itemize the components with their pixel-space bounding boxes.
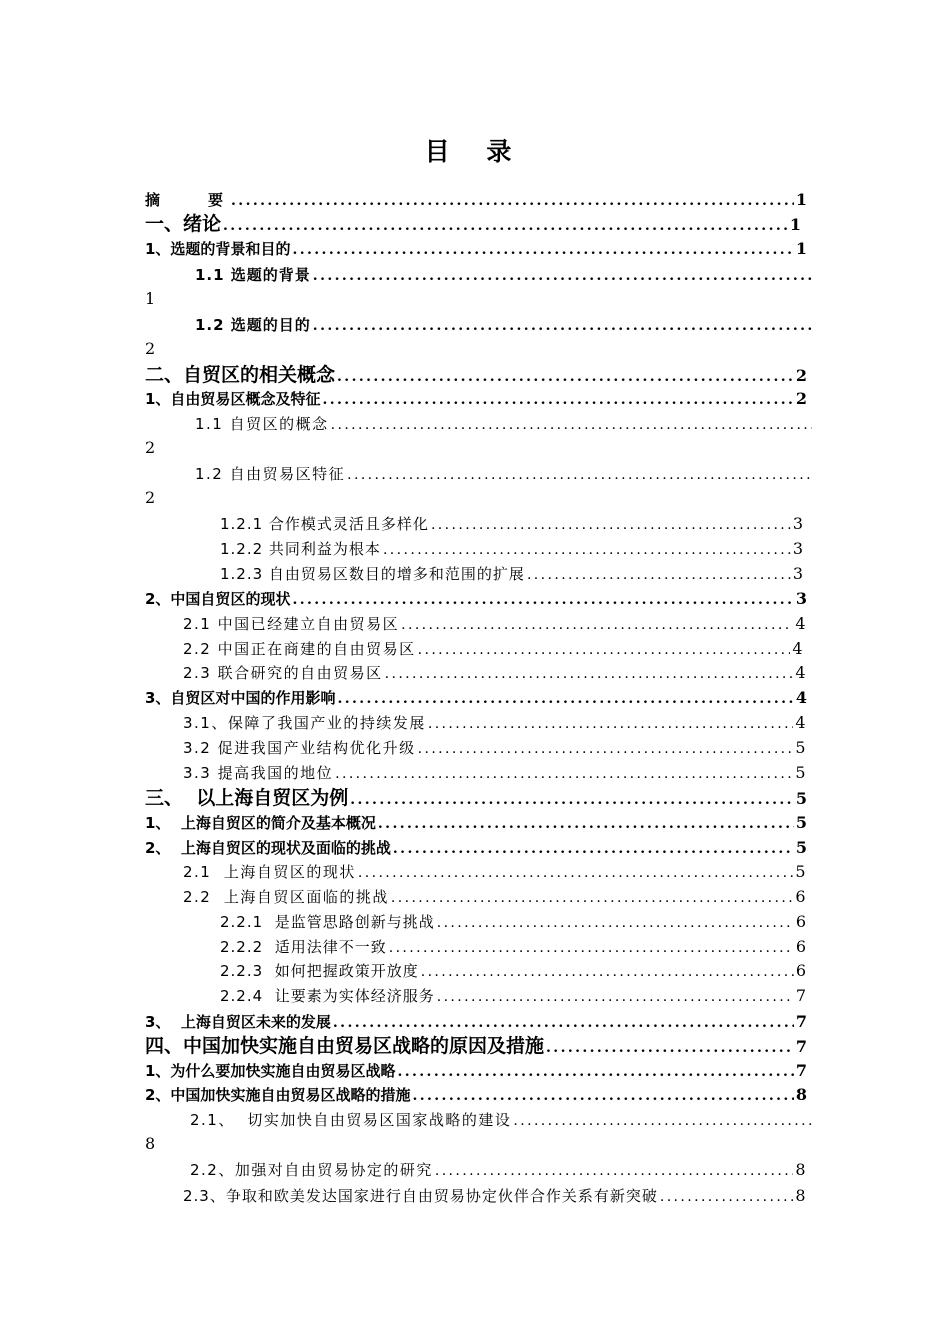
toc-entry[interactable] <box>145 587 807 611</box>
toc-leader <box>389 886 793 909</box>
toc-entry[interactable] <box>190 1158 807 1182</box>
toc-entry[interactable] <box>220 984 807 1008</box>
toc-entry[interactable] <box>145 786 807 810</box>
toc-entry-label: 2.2 上海自贸区面临的挑战 <box>183 888 389 906</box>
toc-leader <box>381 538 791 561</box>
toc-entry-label: 三、 以上海自贸区为例 <box>145 787 349 809</box>
toc-entry-page: 2 <box>145 339 156 358</box>
toc-entry-label: 2.1 中国已经建立自由贸易区 <box>183 615 400 633</box>
toc-entry-page: 2 <box>145 488 156 507</box>
toc-entry-label: 2.2.2 适用法律不一致 <box>220 938 387 956</box>
toc-entry[interactable] <box>183 1184 807 1208</box>
toc-entry-page: 6 <box>795 937 807 956</box>
toc-entry[interactable] <box>195 462 812 486</box>
toc-leader <box>383 662 794 685</box>
toc-leader <box>387 936 794 959</box>
toc-entry[interactable] <box>145 1083 807 1107</box>
toc-entry[interactable] <box>195 412 812 436</box>
toc-entry-page: 5 <box>795 763 807 782</box>
toc-entry[interactable] <box>183 885 807 909</box>
toc-entry-page: 8 <box>795 1186 807 1205</box>
toc-leader <box>356 861 793 884</box>
toc-entry-page: 2 <box>795 366 807 385</box>
toc-leader <box>511 1109 812 1132</box>
toc-entry-label: 2.2.3 如何把握政策开放度 <box>220 962 419 980</box>
toc-entry-page: 3 <box>795 589 807 608</box>
toc-entry-page: 1 <box>145 289 156 308</box>
toc-entry-label: 二、自贸区的相关概念 <box>145 364 336 386</box>
toc-leader <box>433 1159 793 1182</box>
toc-entry[interactable] <box>220 910 807 934</box>
toc-leader <box>426 712 793 735</box>
toc-leader <box>525 563 791 586</box>
toc-entry[interactable] <box>183 711 807 735</box>
toc-entry-page: 8 <box>145 1134 156 1153</box>
toc-leader <box>395 1060 793 1083</box>
toc-entry-label: 2、 上海自贸区的现状及面临的挑战 <box>145 839 391 857</box>
toc-leader <box>391 837 794 860</box>
toc-leader <box>290 588 793 611</box>
toc-entry-label: 一、绪论 <box>145 213 222 235</box>
toc-entry-label: 2.3、争取和欧美发达国家进行自由贸易协定伙伴合作关系有新突破 <box>183 1187 658 1205</box>
toc-entry-label: 摘 要 <box>145 191 230 209</box>
toc-entry-page: 2 <box>145 438 156 457</box>
toc-entry-page: 6 <box>795 887 807 906</box>
toc-leader <box>333 762 793 785</box>
toc-entry[interactable] <box>145 836 807 860</box>
toc-entry-label: 2.2、加强对自由贸易协定的研究 <box>190 1161 433 1179</box>
toc-entry-page: 8 <box>795 1160 807 1179</box>
toc-entry-label: 1、 上海自贸区的简介及基本概况 <box>145 814 376 832</box>
toc-entry-label: 1、为什么要加快实施自由贸易区战略 <box>145 1062 396 1080</box>
toc-entry-page: 4 <box>795 713 807 732</box>
toc-entry-label: 3.1、保障了我国产业的持续发展 <box>183 714 426 732</box>
toc-entry-page: 1 <box>789 215 801 234</box>
toc-entry-label: 2.1 上海自贸区的现状 <box>183 863 356 881</box>
toc-entry-page: 6 <box>795 912 807 931</box>
toc-entry-page: 1 <box>795 190 807 209</box>
toc-entry[interactable] <box>145 1010 807 1034</box>
toc-entry[interactable] <box>183 661 807 685</box>
toc-leader <box>376 812 794 835</box>
toc-leader <box>335 365 794 387</box>
toc-entry-page: 5 <box>795 738 807 757</box>
toc-entry-label: 1.2 选题的目的 <box>195 316 311 334</box>
toc-entry-label: 1.1 自贸区的概念 <box>195 415 329 433</box>
toc-entry-page: 5 <box>795 789 807 808</box>
toc-entry-label: 2.3 联合研究的自由贸易区 <box>183 664 383 682</box>
toc-entry-label: 1.2.1 合作模式灵活且多样化 <box>220 515 429 533</box>
toc-entry[interactable] <box>145 237 807 261</box>
toc-leader <box>311 264 812 287</box>
toc-entry-page: 7 <box>795 1037 807 1056</box>
toc-leader <box>399 613 793 636</box>
toc-entry-page: 5 <box>795 838 807 857</box>
toc-leader <box>290 238 793 261</box>
toc-entry[interactable] <box>195 263 812 287</box>
toc-entry-page: 1 <box>795 239 807 258</box>
toc-entry-page: 5 <box>795 862 807 881</box>
toc-leader <box>435 911 794 934</box>
toc-entry-label: 3.3 提高我国的地位 <box>183 764 334 782</box>
toc-entry-label: 1.2.3 自由贸易区数目的增多和范围的扩展 <box>220 565 525 583</box>
toc-entry[interactable] <box>145 1059 807 1083</box>
toc-leader <box>658 1185 793 1208</box>
toc-leader <box>419 960 794 983</box>
toc-entry-label: 1.2.2 共同利益为根本 <box>220 540 381 558</box>
toc-entry[interactable] <box>145 212 801 236</box>
toc-entry-page: 7 <box>795 1061 807 1080</box>
toc-entry[interactable] <box>220 959 807 983</box>
toc-entry[interactable] <box>190 1108 812 1132</box>
toc-entry-page: 4 <box>792 639 804 658</box>
toc-entry-page: 4 <box>795 688 807 707</box>
toc-entry-label: 2.2.1 是监管思路创新与挑战 <box>220 913 435 931</box>
toc-entry[interactable] <box>183 637 804 661</box>
toc-entry-label: 3、自贸区对中国的作用影响 <box>145 689 336 707</box>
toc-entry-label: 1、自由贸易区概念及特征 <box>145 390 321 408</box>
toc-entry-label: 3、 上海自贸区未来的发展 <box>145 1013 331 1031</box>
toc-leader <box>416 737 794 760</box>
toc-entry[interactable] <box>183 860 807 884</box>
toc-leader <box>229 189 794 212</box>
toc-entry[interactable] <box>220 935 807 959</box>
toc-leader <box>311 314 812 337</box>
toc-leader <box>348 788 794 810</box>
toc-entry-label: 四、中国加快实施自由贸易区战略的原因及措施 <box>145 1035 545 1057</box>
toc-leader <box>335 687 793 710</box>
toc-entry-label: 1.2 自由贸易区特征 <box>195 465 346 483</box>
toc-entry-page: 3 <box>792 514 804 533</box>
toc-entry-page: 4 <box>795 614 807 633</box>
toc-entry[interactable] <box>183 612 807 636</box>
toc-entry[interactable] <box>145 686 807 710</box>
toc-entry-label: 3.2 促进我国产业结构优化升级 <box>183 739 416 757</box>
toc-entry-label: 2、中国加快实施自由贸易区战略的措施 <box>145 1086 411 1104</box>
toc-leader <box>221 214 788 236</box>
toc-entry[interactable] <box>220 512 804 536</box>
toc-entry-page: 5 <box>795 813 807 832</box>
page-title: 目 录 <box>424 137 526 166</box>
toc-entry-label: 2.2.4 让要素为实体经济服务 <box>220 987 435 1005</box>
toc-leader <box>331 1011 794 1034</box>
toc-leader <box>410 1084 793 1107</box>
toc-entry-label: 2、中国自贸区的现状 <box>145 590 291 608</box>
toc-leader <box>320 388 793 411</box>
toc-entry-page: 7 <box>795 1012 807 1031</box>
toc-entry-page: 3 <box>792 539 804 558</box>
toc-leader <box>429 513 791 536</box>
toc-entry-page: 3 <box>792 564 804 583</box>
toc-entry-label: 1、选题的背景和目的 <box>145 240 291 258</box>
toc-entry-label: 1.1 选题的背景 <box>195 266 311 284</box>
toc-entry-page: 8 <box>795 1085 807 1104</box>
toc-entry-page: 2 <box>795 389 807 408</box>
toc-entry-page: 7 <box>795 986 807 1005</box>
toc-entry-label: 2.1、 切实加快自由贸易区国家战略的建设 <box>190 1111 512 1129</box>
toc-leader <box>544 1036 794 1058</box>
toc-leader <box>435 985 794 1008</box>
toc-entry[interactable] <box>145 387 807 411</box>
toc-entry[interactable] <box>183 736 807 760</box>
toc-leader <box>329 413 812 436</box>
toc-entry[interactable] <box>195 313 812 337</box>
toc-entry[interactable] <box>145 811 807 835</box>
toc-entry[interactable] <box>220 562 804 586</box>
toc-entry[interactable] <box>145 1034 807 1058</box>
toc-entry[interactable] <box>145 188 807 212</box>
toc-leader <box>416 638 791 661</box>
toc-entry[interactable] <box>183 761 807 785</box>
toc-entry-page: 6 <box>795 961 807 980</box>
toc-entry[interactable] <box>145 363 807 387</box>
toc-entry-page: 4 <box>795 663 807 682</box>
toc-entry[interactable] <box>220 537 804 561</box>
toc-entry-label: 2.2 中国正在商建的自由贸易区 <box>183 640 416 658</box>
toc-leader <box>345 463 812 486</box>
